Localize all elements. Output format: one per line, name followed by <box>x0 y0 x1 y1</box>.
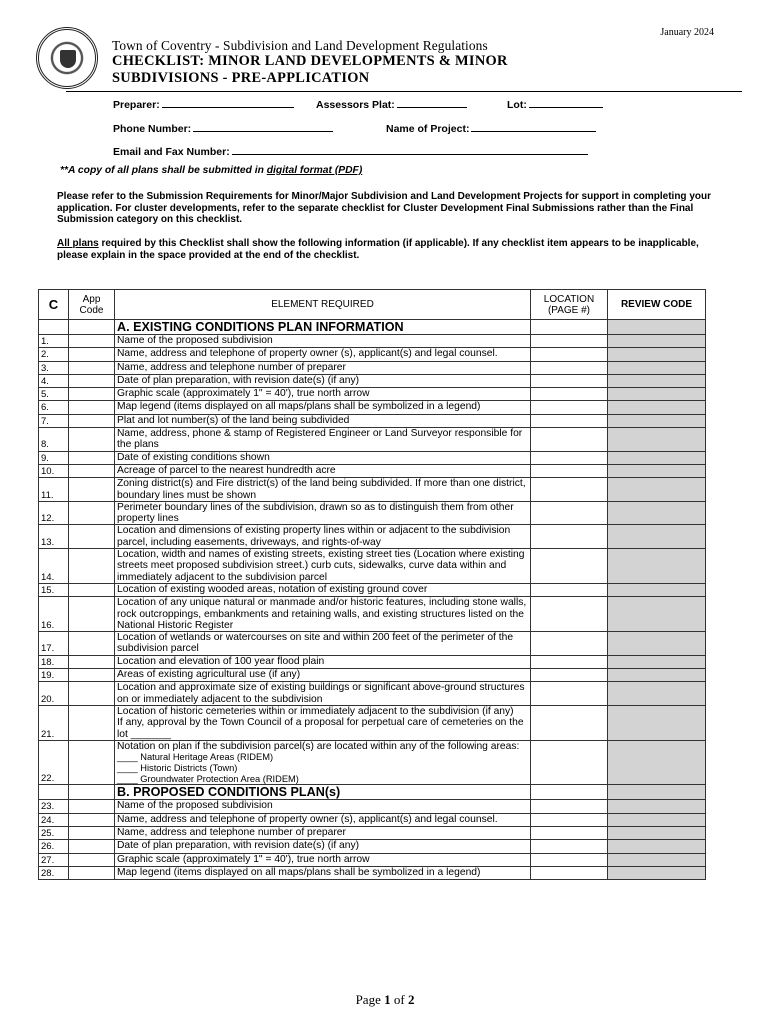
element-text: Date of plan preparation, with revision date(s) (if any) <box>117 374 360 386</box>
item-number: 17. <box>39 632 69 656</box>
element-text: Areas of existing agricultural use (if any) <box>117 669 301 681</box>
review-code-cell[interactable] <box>608 827 706 840</box>
element-cell <box>115 705 531 740</box>
col-location-header: LOCATION (PAGE #) <box>531 290 608 320</box>
element-text: Acreage of parcel to the nearest hundredth acre <box>117 464 336 476</box>
location-cell[interactable] <box>531 464 608 477</box>
app-code-cell[interactable] <box>69 401 115 414</box>
lot-label: Lot: <box>507 99 527 111</box>
app-code-cell[interactable] <box>69 501 115 525</box>
item-number: 25. <box>39 827 69 840</box>
preparer-input-line[interactable] <box>162 96 294 108</box>
section-b-row <box>39 785 706 800</box>
review-code-cell[interactable] <box>608 632 706 656</box>
page-total: 2 <box>407 992 415 1007</box>
page-of: of <box>390 992 408 1007</box>
review-code-cell[interactable] <box>608 525 706 549</box>
element-text: Name of the proposed subdivision <box>117 335 273 346</box>
review-code-cell[interactable] <box>608 583 706 596</box>
lot-input-line[interactable] <box>529 96 603 108</box>
item-number: 9. <box>39 451 69 464</box>
item-number: 6. <box>39 401 69 414</box>
location-cell[interactable] <box>531 669 608 682</box>
element-cell <box>115 597 531 632</box>
app-code-cell[interactable] <box>69 374 115 387</box>
location-cell[interactable] <box>531 388 608 401</box>
item-number: 19. <box>39 669 69 682</box>
app-code-cell[interactable] <box>69 827 115 840</box>
table-row <box>39 853 706 866</box>
location-cell[interactable] <box>531 348 608 361</box>
project-label: Name of Project: <box>386 123 470 135</box>
c-cell <box>39 785 69 800</box>
review-code-cell[interactable] <box>608 682 706 706</box>
email-fax-field <box>113 143 588 158</box>
table-row <box>39 655 706 668</box>
review-code-cell[interactable] <box>608 428 706 452</box>
review-code-cell[interactable] <box>608 853 706 866</box>
location-cell[interactable] <box>531 597 608 632</box>
sub-item: ____ Natural Heritage Areas (RIDEM) <box>117 752 274 763</box>
item-number: 28. <box>39 866 69 879</box>
element-text: Graphic scale (approximately 1" = 40'), true north arrow <box>117 388 370 400</box>
element-text: Notation on plan if the subdivision parcel(s) are located within any of the following areas: <box>117 740 520 752</box>
element-text: Location of wetlands or watercourses on site and within 200 feet of the perimeter of the subdivision parcel <box>117 632 514 655</box>
item-number: 5. <box>39 388 69 401</box>
review-code-cell[interactable] <box>608 501 706 525</box>
element-text: Name, address, phone & stamp of Registered Engineer or Land Surveyor responsible for the plans <box>117 428 523 451</box>
review-code-cell[interactable] <box>608 840 706 853</box>
app-code-cell[interactable] <box>69 669 115 682</box>
col-app-code-header: App Code <box>69 290 115 320</box>
table-row <box>39 525 706 549</box>
review-code-cell[interactable] <box>608 451 706 464</box>
page-prefix: Page <box>355 992 385 1007</box>
table-row <box>39 464 706 477</box>
checklist-table <box>38 289 706 880</box>
table-row <box>39 335 706 348</box>
app-code-cell[interactable] <box>69 549 115 584</box>
app-code-cell <box>69 320 115 335</box>
item-number: 21. <box>39 705 69 740</box>
review-code-cell[interactable] <box>608 414 706 427</box>
app-code-cell <box>69 785 115 800</box>
col-c-header: C <box>39 290 69 320</box>
page-number: 1 <box>384 992 391 1007</box>
table-row <box>39 478 706 502</box>
item-number: 8. <box>39 428 69 452</box>
item-number: 16. <box>39 597 69 632</box>
app-code-cell[interactable] <box>69 414 115 427</box>
col-review-header: REVIEW CODE <box>608 290 706 320</box>
app-code-cell[interactable] <box>69 335 115 348</box>
section-heading: A. EXISTING CONDITIONS PLAN INFORMATION <box>115 320 531 335</box>
title-line-2: SUBDIVISIONS - PRE-APPLICATION <box>112 69 370 86</box>
element-text: Location of any unique natural or manmade and/or historic features, including stone walls, rock outcroppings, embankments and retaining walls, and existing structures listed on the National Historic Register <box>117 597 527 631</box>
review-code-cell[interactable] <box>608 335 706 348</box>
table-header-row <box>39 290 706 320</box>
element-cell <box>115 682 531 706</box>
email-fax-input-line[interactable] <box>232 143 588 155</box>
location-cell[interactable] <box>531 501 608 525</box>
page-footer <box>0 992 770 1008</box>
note-text: **A copy of all plans shall be submitted in <box>60 165 267 176</box>
review-code-cell[interactable] <box>608 320 706 335</box>
element-extra-text: If any, approval by the Town Council of a proposal for perpetual care of cemeteries on the lot _______ <box>117 717 524 740</box>
element-text: Name, address and telephone number of preparer <box>117 827 346 839</box>
element-text: Zoning district(s) and Fire district(s) of the land being subdivided. If more than one district, boundary lines must be shown <box>117 478 526 501</box>
app-code-cell[interactable] <box>69 464 115 477</box>
table-row <box>39 827 706 840</box>
table-row <box>39 800 706 813</box>
table-row <box>39 388 706 401</box>
review-code-cell[interactable] <box>608 785 706 800</box>
sub-item: ____ Historic Districts (Town) <box>117 762 238 773</box>
project-field <box>386 120 596 135</box>
review-code-cell[interactable] <box>608 655 706 668</box>
item-number: 11. <box>39 478 69 502</box>
note-emphasis: digital format (PDF) <box>266 165 363 176</box>
item-number: 18. <box>39 655 69 668</box>
phone-input-line[interactable] <box>193 120 333 132</box>
assessors-plat-input-line[interactable] <box>397 96 467 108</box>
review-code-cell[interactable] <box>608 348 706 361</box>
review-code-cell[interactable] <box>608 705 706 740</box>
item-number: 20. <box>39 682 69 706</box>
location-cell[interactable] <box>531 478 608 502</box>
element-text: Location and elevation of 100 year flood plain <box>117 655 325 667</box>
table-row <box>39 705 706 740</box>
review-code-cell[interactable] <box>608 669 706 682</box>
element-cell <box>115 840 531 853</box>
element-cell <box>115 800 531 813</box>
element-cell <box>115 655 531 668</box>
location-cell[interactable] <box>531 827 608 840</box>
location-cell[interactable] <box>531 655 608 668</box>
app-code-cell[interactable] <box>69 740 115 785</box>
checklist-body <box>39 320 706 880</box>
element-cell <box>115 335 531 348</box>
phone-label: Phone Number: <box>113 123 192 135</box>
element-cell <box>115 414 531 427</box>
table-row <box>39 740 706 785</box>
preparer-field <box>113 96 294 111</box>
header-rule <box>66 91 742 92</box>
all-plans-lead: All plans <box>57 238 99 249</box>
table-row <box>39 374 706 387</box>
location-cell[interactable] <box>531 853 608 866</box>
table-row <box>39 840 706 853</box>
item-number: 15. <box>39 583 69 596</box>
element-text: Map legend (items displayed on all maps/plans shall be symbolized in a legend) <box>117 866 481 878</box>
review-code-cell[interactable] <box>608 401 706 414</box>
location-cell[interactable] <box>531 320 608 335</box>
element-cell <box>115 428 531 452</box>
location-cell[interactable] <box>531 740 608 785</box>
app-code-cell[interactable] <box>69 525 115 549</box>
location-cell[interactable] <box>531 866 608 879</box>
item-number: 3. <box>39 361 69 374</box>
digital-format-note <box>60 165 362 176</box>
element-text: Location and dimensions of existing property lines within or adjacent to the subdivision parcel, including easements, driveways, and rights-of-way <box>117 525 511 548</box>
element-text: Name, address and telephone of property owner (s), applicant(s) and legal counsel. <box>117 813 498 825</box>
item-number: 27. <box>39 853 69 866</box>
app-code-cell[interactable] <box>69 655 115 668</box>
element-cell <box>115 669 531 682</box>
element-cell <box>115 549 531 584</box>
review-code-cell[interactable] <box>608 740 706 785</box>
table-row <box>39 632 706 656</box>
element-cell <box>115 348 531 361</box>
col-element-header: ELEMENT REQUIRED <box>115 290 531 320</box>
table-row <box>39 866 706 879</box>
location-cell[interactable] <box>531 583 608 596</box>
project-input-line[interactable] <box>471 120 596 132</box>
location-cell[interactable] <box>531 705 608 740</box>
table-row <box>39 549 706 584</box>
element-cell <box>115 866 531 879</box>
review-code-cell[interactable] <box>608 549 706 584</box>
item-number: 23. <box>39 800 69 813</box>
element-cell <box>115 632 531 656</box>
element-text: Name, address and telephone of property owner (s), applicant(s) and legal counsel. <box>117 348 498 360</box>
app-code-cell[interactable] <box>69 348 115 361</box>
element-cell <box>115 478 531 502</box>
app-code-cell[interactable] <box>69 632 115 656</box>
location-cell[interactable] <box>531 401 608 414</box>
element-cell <box>115 374 531 387</box>
element-cell <box>115 451 531 464</box>
element-cell <box>115 813 531 826</box>
app-code-cell[interactable] <box>69 583 115 596</box>
app-code-cell[interactable] <box>69 800 115 813</box>
location-cell[interactable] <box>531 414 608 427</box>
assessors-plat-field <box>316 96 467 111</box>
page-title <box>112 53 508 86</box>
location-cell[interactable] <box>531 840 608 853</box>
location-cell[interactable] <box>531 374 608 387</box>
review-code-cell[interactable] <box>608 813 706 826</box>
table-row <box>39 583 706 596</box>
review-code-cell[interactable] <box>608 388 706 401</box>
location-cell[interactable] <box>531 682 608 706</box>
item-number: 14. <box>39 549 69 584</box>
element-cell <box>115 401 531 414</box>
table-row <box>39 813 706 826</box>
table-row <box>39 682 706 706</box>
app-code-cell[interactable] <box>69 840 115 853</box>
item-number: 10. <box>39 464 69 477</box>
location-cell[interactable] <box>531 361 608 374</box>
table-row <box>39 451 706 464</box>
location-cell[interactable] <box>531 800 608 813</box>
app-code-cell[interactable] <box>69 428 115 452</box>
location-cell[interactable] <box>531 335 608 348</box>
review-code-cell[interactable] <box>608 361 706 374</box>
element-text: Graphic scale (approximately 1" = 40'), true north arrow <box>117 853 370 865</box>
app-code-cell[interactable] <box>69 682 115 706</box>
app-code-cell[interactable] <box>69 705 115 740</box>
item-number: 24. <box>39 813 69 826</box>
element-text: Date of existing conditions shown <box>117 451 270 463</box>
item-number: 2. <box>39 348 69 361</box>
item-number: 26. <box>39 840 69 853</box>
location-cell[interactable] <box>531 451 608 464</box>
item-number: 1. <box>39 335 69 348</box>
element-text: Name of the proposed subdivision <box>117 800 273 812</box>
element-text: Location, width and names of existing streets, existing street ties (Location where existing streets meet proposed subdivision street.) curb cuts, sidewalks, curve data within and immediately adjacent to the subdivision parcel <box>117 549 525 583</box>
review-code-cell[interactable] <box>608 800 706 813</box>
review-code-cell[interactable] <box>608 374 706 387</box>
item-number: 4. <box>39 374 69 387</box>
element-cell <box>115 464 531 477</box>
app-code-cell[interactable] <box>69 451 115 464</box>
element-cell <box>115 388 531 401</box>
table-row <box>39 669 706 682</box>
location-cell[interactable] <box>531 525 608 549</box>
element-cell <box>115 501 531 525</box>
element-text: Location and approximate size of existing buildings or significant above-ground structures on or immediately adjacent to the subdivision <box>117 682 525 705</box>
table-row <box>39 428 706 452</box>
review-code-cell[interactable] <box>608 866 706 879</box>
element-cell <box>115 827 531 840</box>
element-cell <box>115 525 531 549</box>
element-text: Location of existing wooded areas, notation of existing ground cover <box>117 583 428 595</box>
element-text: Location of historic cemeteries within or immediately adjacent to the subdivision (if any) <box>117 705 514 717</box>
location-cell[interactable] <box>531 632 608 656</box>
app-code-cell[interactable] <box>69 388 115 401</box>
phone-field <box>113 120 333 135</box>
element-cell <box>115 853 531 866</box>
review-code-cell[interactable] <box>608 478 706 502</box>
all-plans-text: required by this Checklist shall show the following information (if applicable). If any checklist item appears to be inapplicable, please explain in the space provided at the end of the checklist. <box>57 238 699 261</box>
table-row <box>39 401 706 414</box>
document-date: January 2024 <box>660 27 714 38</box>
sub-item: ____ Groundwater Protection Area (RIDEM) <box>117 773 299 784</box>
app-code-cell[interactable] <box>69 853 115 866</box>
c-cell <box>39 320 69 335</box>
app-code-cell[interactable] <box>69 813 115 826</box>
table-row <box>39 361 706 374</box>
item-number: 13. <box>39 525 69 549</box>
element-text: Date of plan preparation, with revision date(s) (if any) <box>117 840 360 852</box>
item-number: 7. <box>39 414 69 427</box>
table-row <box>39 501 706 525</box>
preparer-label: Preparer: <box>113 99 160 111</box>
section-heading: B. PROPOSED CONDITIONS PLAN(s) <box>115 785 531 800</box>
table-row <box>39 597 706 632</box>
lot-field <box>507 96 603 111</box>
table-row <box>39 414 706 427</box>
app-code-cell[interactable] <box>69 597 115 632</box>
location-cell[interactable] <box>531 549 608 584</box>
review-code-cell[interactable] <box>608 464 706 477</box>
element-text: Plat and lot number(s) of the land being subdivided <box>117 414 350 426</box>
app-code-cell[interactable] <box>69 478 115 502</box>
location-cell[interactable] <box>531 785 608 800</box>
element-text: Name, address and telephone number of preparer <box>117 361 346 373</box>
review-code-cell[interactable] <box>608 597 706 632</box>
town-seal-logo <box>36 27 98 89</box>
submission-requirements-paragraph: Please refer to the Submission Requirements for Minor/Major Subdivision and Land Development Projects for support in completing your application. For cluster developments, refer to the separate checklist for Cluster Development Final Submissions rather than the Final Submission category on this checklist. <box>57 191 711 226</box>
item-number: 12. <box>39 501 69 525</box>
element-text: Map legend (items displayed on all maps/plans shall be symbolized in a legend) <box>117 401 481 413</box>
element-text: Perimeter boundary lines of the subdivision, drawn so as to distinguish them from other property lines <box>117 501 514 525</box>
app-code-cell[interactable] <box>69 866 115 879</box>
element-cell <box>115 361 531 374</box>
title-line-1: CHECKLIST: MINOR LAND DEVELOPMENTS & MINOR <box>112 53 508 69</box>
element-cell <box>115 583 531 596</box>
app-code-cell[interactable] <box>69 361 115 374</box>
assessors-plat-label: Assessors Plat: <box>316 99 395 111</box>
element-cell <box>115 740 531 785</box>
location-cell[interactable] <box>531 428 608 452</box>
location-cell[interactable] <box>531 813 608 826</box>
item-number: 22. <box>39 740 69 785</box>
all-plans-paragraph <box>57 238 717 261</box>
table-row <box>39 348 706 361</box>
town-heading: Town of Coventry - Subdivision and Land Development Regulations <box>112 38 488 53</box>
section-a-row <box>39 320 706 335</box>
email-fax-label: Email and Fax Number: <box>113 146 230 158</box>
